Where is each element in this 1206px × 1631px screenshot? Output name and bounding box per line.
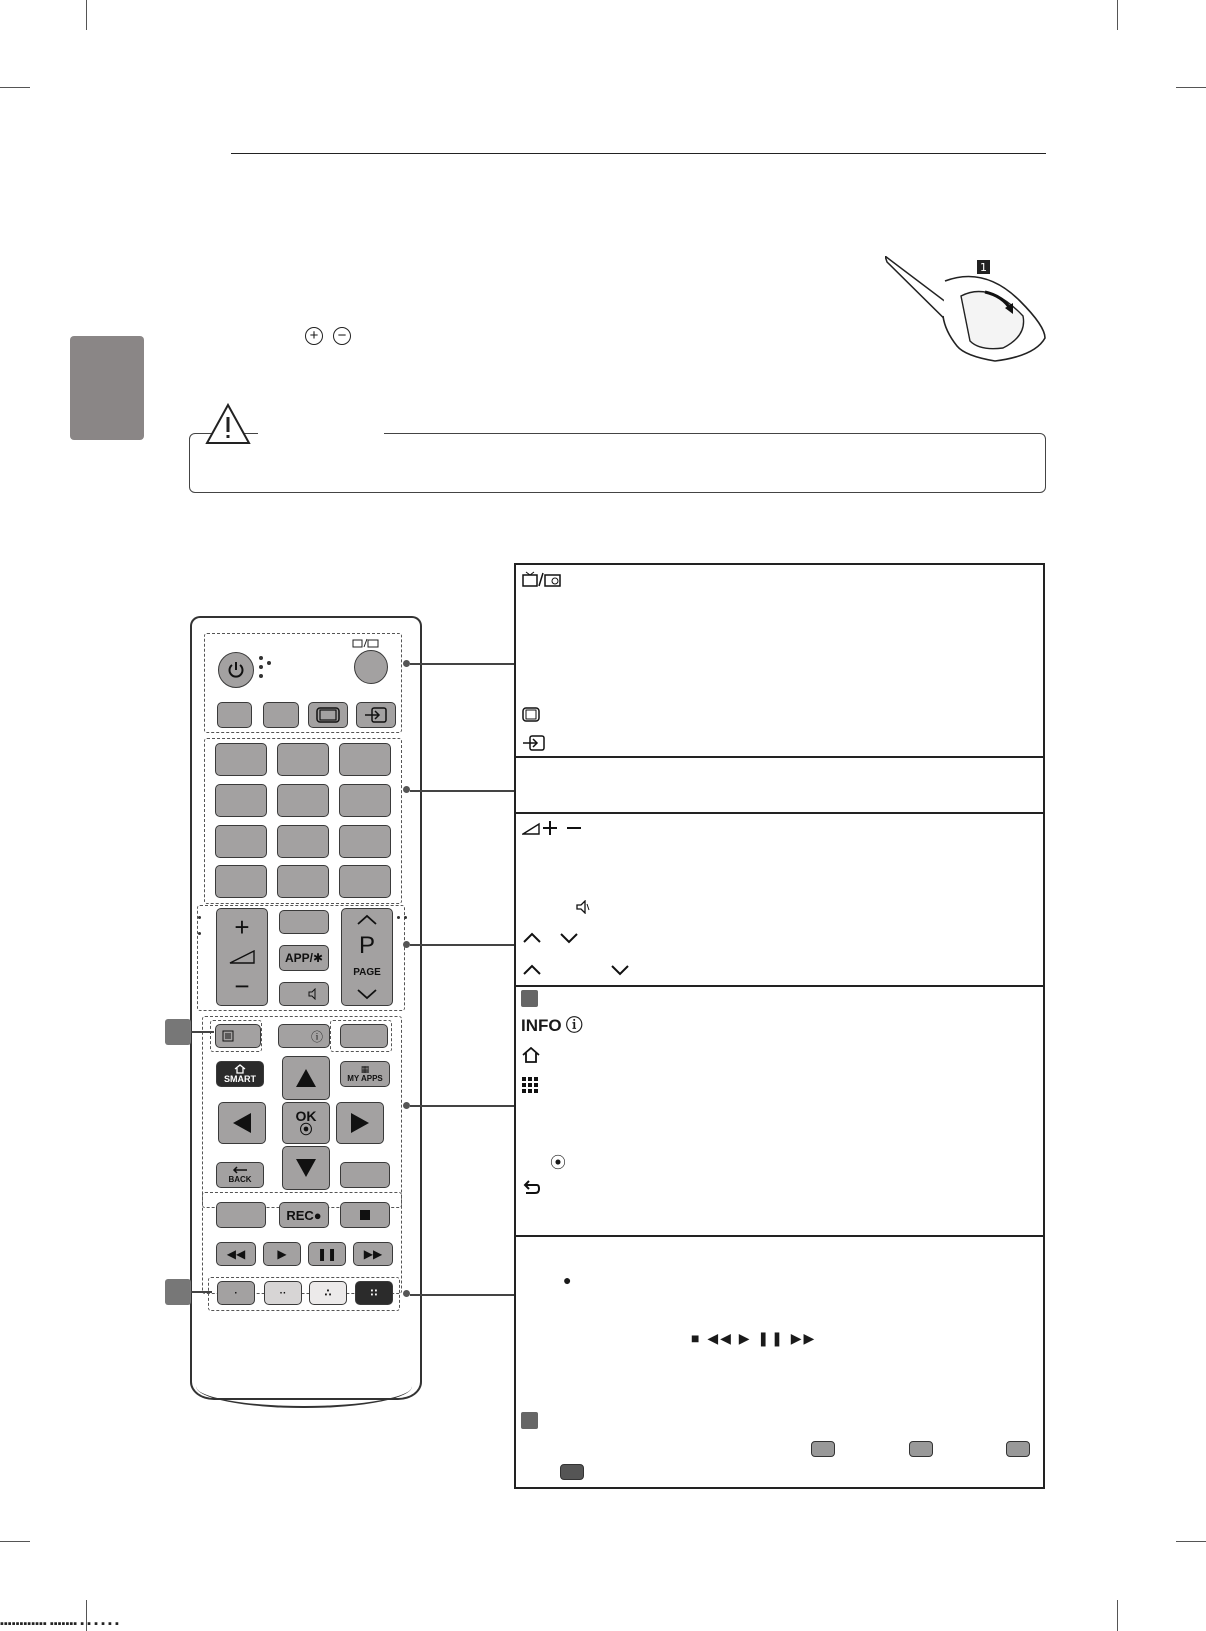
tv-radio-button[interactable] [354, 650, 388, 684]
volume-rocker[interactable] [216, 908, 268, 1006]
number-button[interactable] [215, 865, 267, 898]
ok-icon: ⦿ [550, 1155, 567, 1172]
info-icon: ⓘ [565, 1016, 583, 1035]
right-button[interactable] [336, 1102, 384, 1144]
number-button[interactable] [277, 743, 329, 776]
crop-mark [1117, 0, 1118, 30]
crop-mark [0, 1541, 30, 1542]
apps-icon [522, 1077, 538, 1093]
playback-icons: ■ ◀◀ ▶ ❚❚ ▶▶ [691, 1330, 817, 1346]
number-button[interactable] [339, 825, 391, 858]
panel-navigation [514, 985, 1045, 1237]
ok-icon: ⦿ [299, 1122, 313, 1137]
svg-text:1: 1 [980, 261, 987, 274]
chevron-up-icon [522, 932, 542, 944]
remote-button[interactable] [340, 1162, 390, 1188]
number-button[interactable] [277, 865, 329, 898]
volume-down-icon: − [234, 970, 250, 1001]
channel-rocker[interactable] [341, 908, 393, 1006]
back-icon [231, 1166, 249, 1175]
panel-power-input [514, 563, 1045, 758]
ok-button[interactable]: OK ⦿ [282, 1102, 330, 1144]
remote-control-illustration [190, 616, 418, 1406]
panel-volume-channel [514, 812, 1045, 987]
yellow-button-icon [1006, 1441, 1030, 1457]
red-dot-icon: · [234, 1287, 238, 1299]
red-button[interactable] [217, 1281, 255, 1305]
panel-number-pad [514, 756, 1045, 814]
rewind-button[interactable] [216, 1242, 256, 1266]
number-button[interactable] [215, 743, 267, 776]
crop-mark [1176, 1541, 1206, 1542]
input-button[interactable] [356, 702, 396, 728]
screen-ratio-icon [522, 707, 542, 723]
green-button-icon [909, 1441, 933, 1457]
tv-radio-icon [352, 638, 380, 648]
pause-button[interactable] [308, 1242, 346, 1266]
tv-radio-icon [522, 571, 562, 587]
arrow-down-icon [295, 1158, 317, 1178]
app-button[interactable]: APP/✱ [279, 945, 329, 971]
remote-button[interactable] [217, 702, 252, 728]
power-icon [227, 661, 245, 679]
my-apps-button[interactable]: ▦ MY APPS [340, 1061, 390, 1087]
remote-button[interactable] [279, 910, 329, 934]
screen-ratio-icon [316, 707, 340, 723]
crop-mark [1117, 1600, 1118, 1631]
left-button[interactable] [218, 1102, 266, 1144]
stop-button[interactable] [340, 1202, 390, 1228]
info-button[interactable] [278, 1024, 330, 1048]
green-dots-icon: ·· [279, 1287, 287, 1299]
page-label: PAGE [353, 966, 381, 978]
remote-button[interactable] [340, 1024, 388, 1048]
rec-button[interactable]: REC● [279, 1202, 329, 1228]
blue-button-icon [560, 1464, 584, 1480]
arrow-left-icon [232, 1112, 252, 1134]
back-button[interactable]: BACK [216, 1162, 264, 1188]
yellow-button[interactable] [309, 1281, 347, 1305]
plus-icon: + [305, 327, 323, 345]
battery-cover-illustration [885, 256, 1055, 366]
number-button[interactable] [277, 784, 329, 817]
chevron-up-icon [522, 964, 542, 976]
panel-playback [514, 1235, 1045, 1489]
callout-marker-1 [521, 990, 538, 1007]
callout-marker-2 [521, 1412, 538, 1429]
teletext-icon [222, 1030, 234, 1042]
blue-button[interactable] [355, 1281, 393, 1305]
mute-button[interactable] [279, 982, 329, 1006]
chevron-down-icon [356, 988, 378, 1000]
stop-icon [360, 1210, 370, 1220]
crop-mark [1176, 87, 1206, 88]
yellow-dots-icon: ∴ [324, 1287, 332, 1299]
play-icon: ▶ [277, 1247, 287, 1261]
pause-icon: ❚❚ [316, 1247, 338, 1261]
battery-polarity-symbols [305, 322, 361, 346]
volume-symbols [522, 818, 584, 836]
arrow-up-icon [295, 1068, 317, 1088]
number-button[interactable] [339, 784, 391, 817]
header-rule [231, 153, 1046, 154]
caution-box [189, 433, 1046, 493]
apps-icon: ▦ [360, 1064, 370, 1074]
crop-mark [86, 0, 87, 30]
input-icon [522, 735, 546, 751]
green-button[interactable] [264, 1281, 302, 1305]
fast-forward-button[interactable] [353, 1242, 393, 1266]
number-button[interactable] [339, 743, 391, 776]
number-button[interactable] [277, 825, 329, 858]
warning-icon [204, 402, 252, 446]
volume-up-icon: + [234, 912, 250, 943]
number-button[interactable] [215, 825, 267, 858]
chevron-up-icon [356, 914, 378, 926]
down-button[interactable] [282, 1146, 330, 1190]
minus-icon: − [333, 327, 351, 345]
red-button-icon [811, 1441, 835, 1457]
footer-text: ▪▪▪▪▪▪▪▪▪▪▪▪ ▪▪▪▪▪▪▪ ▪ ▪ ▪ ▪ ▪ ▪ [0, 1618, 119, 1630]
home-icon [522, 1047, 540, 1063]
play-button[interactable] [263, 1242, 301, 1266]
back-icon [522, 1180, 540, 1196]
arrow-right-icon [350, 1112, 370, 1134]
number-button[interactable] [215, 784, 267, 817]
power-button[interactable] [218, 652, 254, 688]
remote-button[interactable] [263, 702, 299, 728]
number-button[interactable] [339, 865, 391, 898]
screen-ratio-button[interactable] [308, 702, 348, 728]
remote-button[interactable] [216, 1202, 266, 1228]
rec-dot-icon: ● [563, 1272, 572, 1288]
chevron-down-icon [610, 964, 630, 976]
input-icon [364, 707, 388, 723]
mute-icon [308, 988, 320, 1000]
info-row: INFO ⓘ [521, 1016, 583, 1035]
p-label: P [358, 932, 375, 960]
info-icon: ⓘ [310, 1029, 323, 1044]
smart-button[interactable]: SMART [216, 1061, 264, 1087]
chevron-down-icon [559, 932, 579, 944]
up-button[interactable] [282, 1056, 330, 1100]
blue-dots-icon: ∷ [370, 1287, 378, 1299]
section-tab [70, 336, 144, 440]
teletext-button[interactable] [215, 1024, 261, 1048]
callout-marker-2 [165, 1279, 191, 1305]
rewind-icon: ◀◀ [226, 1247, 246, 1261]
volume-icon [229, 950, 255, 964]
mute-icon [576, 900, 590, 914]
fast-forward-icon: ▶▶ [363, 1247, 383, 1261]
home-icon [234, 1064, 246, 1074]
crop-mark [0, 87, 30, 88]
callout-marker-1 [165, 1019, 191, 1045]
